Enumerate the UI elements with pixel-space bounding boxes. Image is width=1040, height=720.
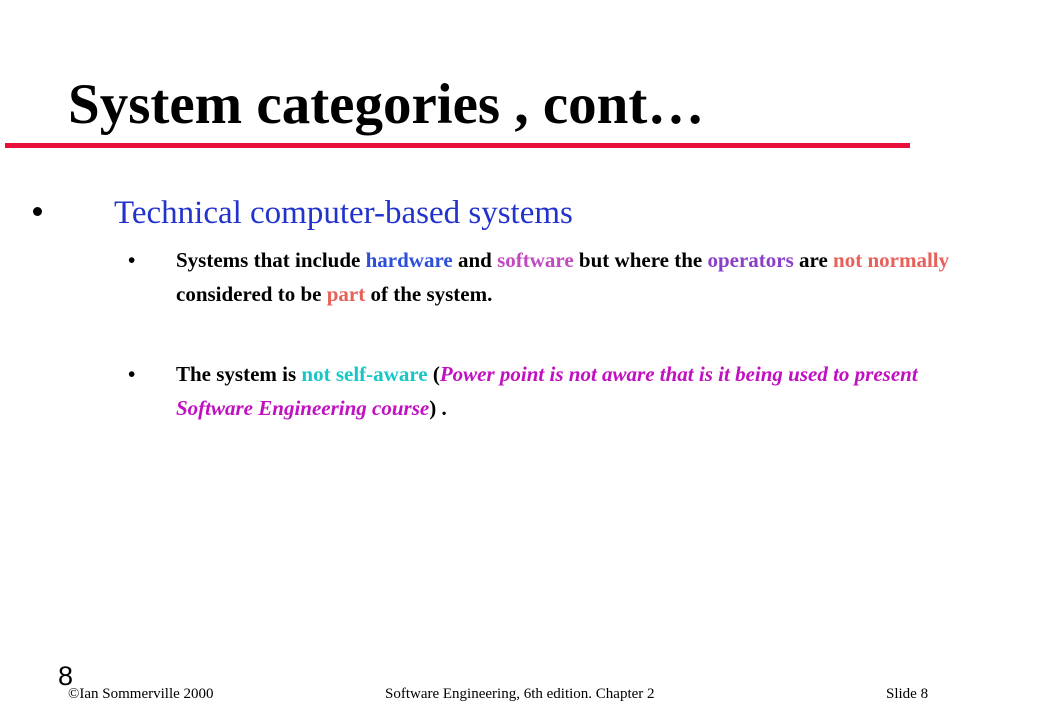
keyword-software: software xyxy=(497,248,574,272)
example-powerpoint: Power point is not aware that is it being used to present Software Engineering course xyxy=(176,362,918,420)
bullet-marker: • xyxy=(128,248,136,272)
segment: considered to be xyxy=(176,282,327,306)
level1-bullet-dot xyxy=(33,207,42,216)
segment: and xyxy=(452,248,498,272)
segment: are xyxy=(793,248,834,272)
slide-number-large: 8 xyxy=(58,661,74,691)
keyword-not-normally: not normally xyxy=(833,248,950,272)
title-underline xyxy=(5,143,910,148)
segment: Systems that include xyxy=(176,248,366,272)
segment: ) . xyxy=(429,396,447,420)
bullet-text-1 xyxy=(176,243,966,311)
segment: of the system. xyxy=(365,282,493,306)
level1-heading: Technical computer-based systems xyxy=(114,195,573,231)
segment: but where the xyxy=(573,248,708,272)
bullet-marker: • xyxy=(128,362,136,386)
segment: The system is xyxy=(176,362,302,386)
keyword-not-self-aware: not self-aware xyxy=(301,362,428,386)
segment: ( xyxy=(427,362,440,386)
footer-copyright: ©Ian Sommerville 2000 xyxy=(68,686,214,702)
slide-title: System categories , cont… xyxy=(68,73,705,136)
keyword-operators: operators xyxy=(707,248,794,272)
bullet-text-2 xyxy=(176,357,966,425)
keyword-part: part xyxy=(326,282,366,306)
footer-slide-number: Slide 8 xyxy=(886,686,929,702)
keyword-hardware: hardware xyxy=(365,248,453,272)
footer-book-title: Software Engineering, 6th edition. Chapter 2 xyxy=(385,686,655,702)
